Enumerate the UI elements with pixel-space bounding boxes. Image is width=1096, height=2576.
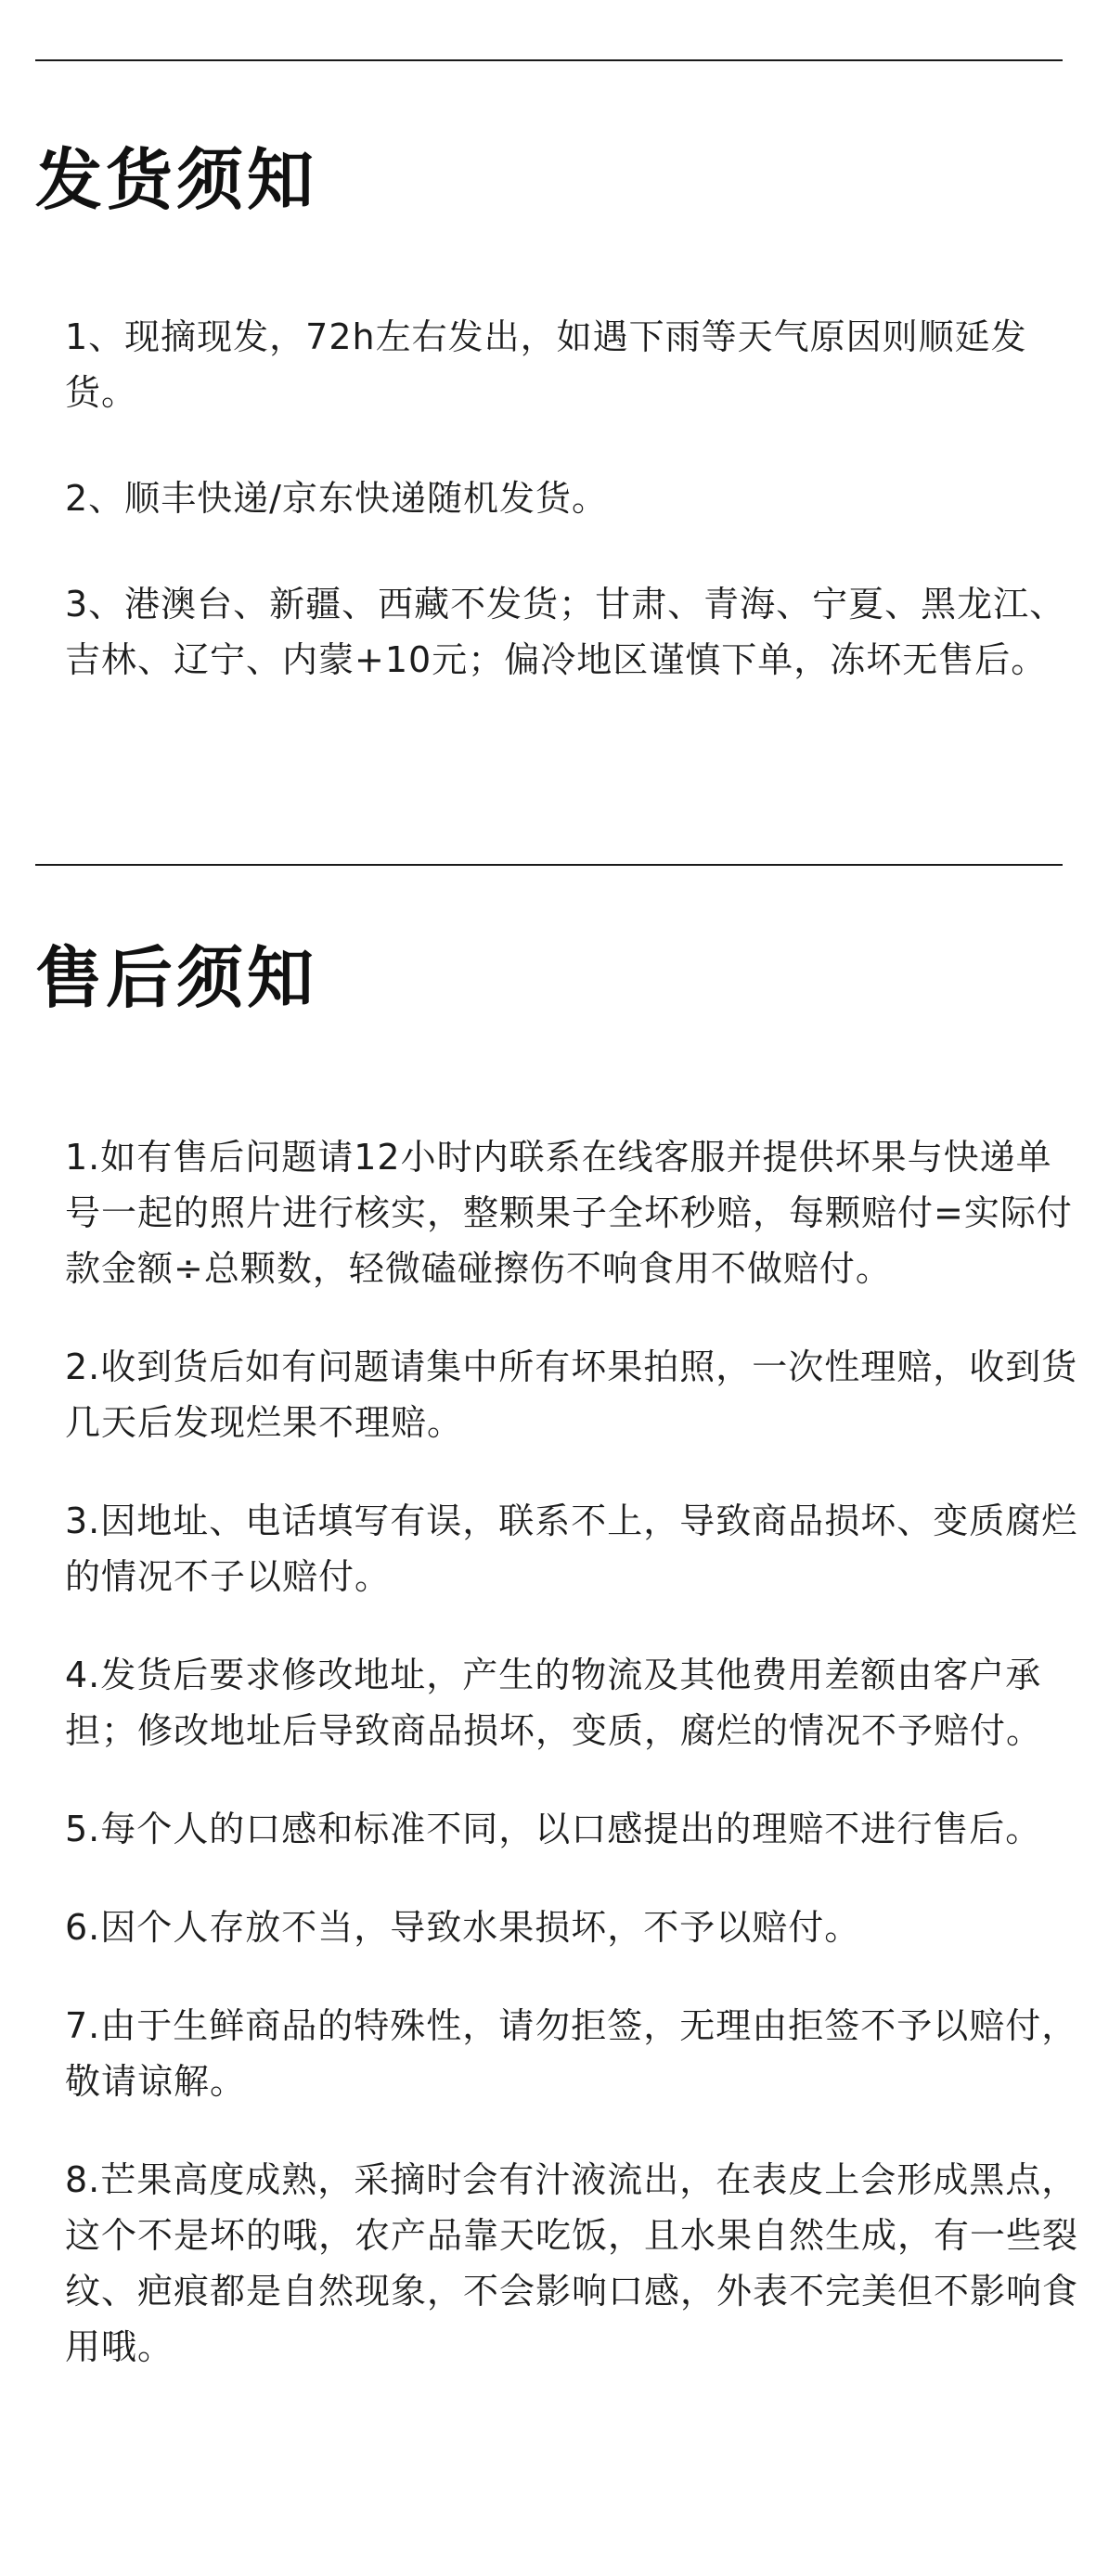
after-sales-item-6: 6.因个人存放不当，导致水果损坏，不予以赔付。 — [65, 1907, 861, 1948]
shipping-item-3: 3、港澳台、新疆、西藏不发货；甘肃、青海、宁夏、黑龙江、吉林、辽宁、内蒙+10元；偏冷地区谨慎下单，冻坏无售后。 — [65, 584, 1066, 680]
after-sales-item-5: 5.每个人的口感和标准不同，以口感提出的理赔不进行售后。 — [65, 1809, 1042, 1849]
shipping-notice-list — [65, 309, 1086, 688]
shipping-item-1: 1、现摘现发，72h左右发出，如遇下雨等天气原因则顺延发货。 — [65, 316, 1027, 413]
shipping-item-2: 2、顺丰快递/京东快递随机发货。 — [65, 478, 608, 519]
after-sales-item-1: 1.如有售后问题请12小时内联系在线客服并提供坏果与快递单号一起的照片进行核实，整颗果子全坏秒赔，每颗赔付=实际付款金额÷总颗数，轻微磕碰擦伤不响食用不做赔付。 — [65, 1137, 1073, 1289]
section-divider — [35, 864, 1063, 866]
after-sales-item-3: 3.因地址、电话填写有误，联系不上，导致商品损坏、变质腐烂的情况不子以赔付。 — [65, 1501, 1078, 1597]
shipping-notice-title: 发货须知 — [35, 141, 318, 219]
top-divider — [35, 59, 1063, 61]
after-sales-notice-title: 售后须知 — [35, 939, 318, 1017]
after-sales-item-8: 8.芒果高度成熟，采摘时会有汁液流出，在表皮上会形成黑点，这个不是坏的哦，农产品靠天吃饭，且水果自然生成，有一些裂纹、疤痕都是自然现象，不会影响口感，外表不完美但不影响食用哦。 — [65, 2159, 1079, 2367]
after-sales-item-4: 4.发货后要求修改地址，产生的物流及其他费用差额由客户承担；修改地址后导致商品损坏，变质，腐烂的情况不予赔付。 — [65, 1655, 1043, 1751]
after-sales-item-7: 7.由于生鲜商品的特殊性，请勿拒签，无理由拒签不予以赔付，敬请谅解。 — [65, 2005, 1078, 2102]
after-sales-item-2: 2.收到货后如有问题请集中所有坏果拍照，一次性理赔，收到货几天后发现烂果不理赔。 — [65, 1346, 1078, 1443]
after-sales-notice-list — [65, 1129, 1086, 2375]
